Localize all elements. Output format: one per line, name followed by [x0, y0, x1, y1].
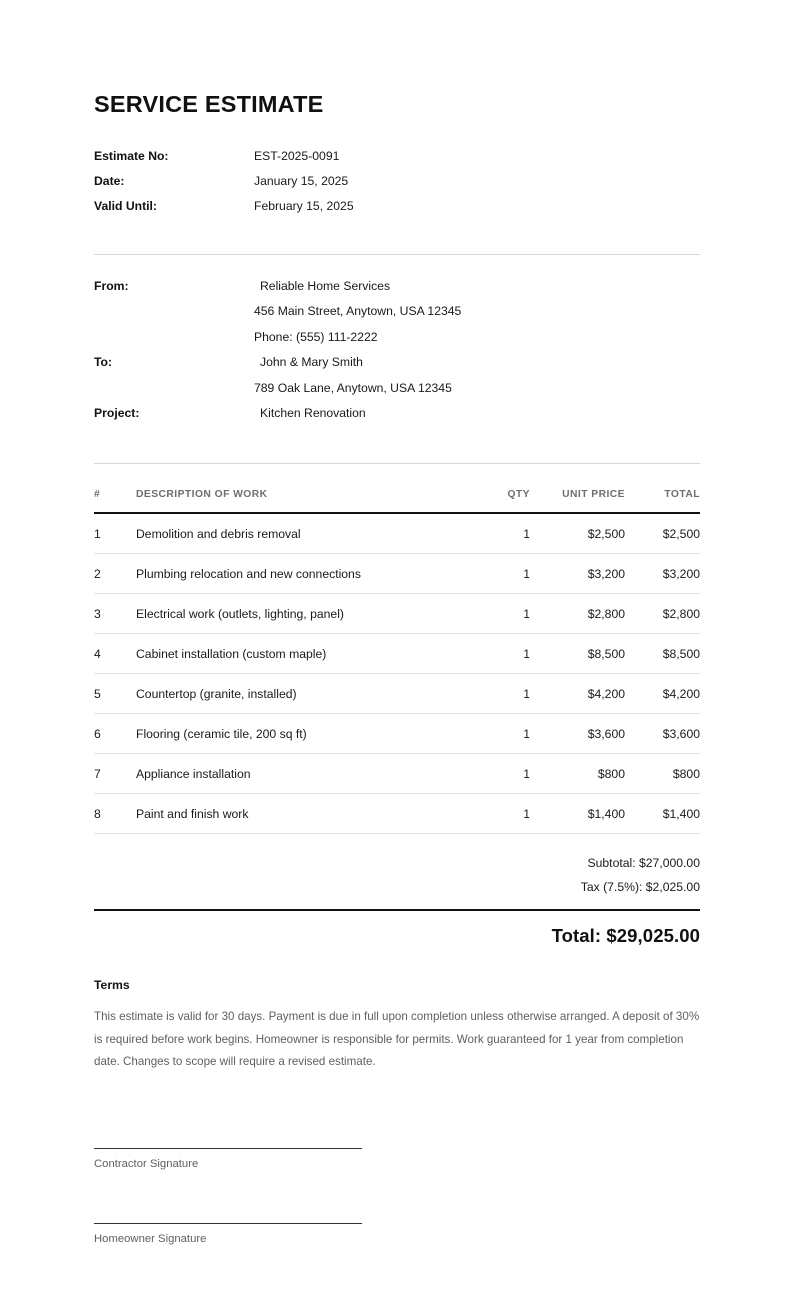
- cell-number: 8: [94, 794, 136, 834]
- signature-caption-homeowner: Homeowner Signature: [94, 1232, 207, 1245]
- cell-description: Paint and finish work: [136, 794, 452, 834]
- cell-total: $800: [625, 754, 700, 794]
- cell-description: Flooring (ceramic tile, 200 sq ft): [136, 714, 452, 754]
- signature-line-contractor[interactable]: [94, 1148, 362, 1149]
- cell-total: $1,400: [625, 794, 700, 834]
- tax-line: Tax (7.5%): $2,025.00: [580, 880, 700, 895]
- table-row: [94, 674, 700, 714]
- cell-description: Cabinet installation (custom maple): [136, 634, 452, 674]
- party-row-from-address: [94, 304, 700, 330]
- subtotal-line: Subtotal: $27,000.00: [587, 856, 700, 871]
- terms-body: This estimate is valid for 30 days. Payment is due in full upon completion unless otherwise arranged. A deposit of 30% is required before work begins. Homeowner is responsible for permits. Work guaranteed for 1 year from completion date. Changes to scope will require a revised estimate.: [94, 1010, 700, 1069]
- cell-qty: 1: [452, 554, 530, 594]
- divider-above-grand-total: [94, 909, 700, 911]
- signature-block-homeowner: [94, 1223, 700, 1245]
- cell-description: Appliance installation: [136, 754, 452, 794]
- cell-qty: 1: [452, 674, 530, 714]
- divider-above-items-table: [94, 463, 700, 464]
- party-label-to: To:: [94, 355, 113, 370]
- cell-unit-price: $2,800: [530, 594, 625, 634]
- table-row: [94, 754, 700, 794]
- column-header-number: #: [94, 489, 136, 513]
- signature-section: [94, 1148, 700, 1245]
- cell-unit-price: $3,600: [530, 714, 625, 754]
- meta-value-date: January 15, 2025: [254, 173, 349, 188]
- meta-row-date: [94, 174, 700, 199]
- cell-description: Demolition and debris removal: [136, 513, 452, 554]
- cell-qty: 1: [452, 794, 530, 834]
- items-table-body: [94, 513, 700, 834]
- items-table-header-row: [94, 489, 700, 513]
- meta-value-valid-until: February 15, 2025: [254, 198, 354, 213]
- signature-line-homeowner[interactable]: [94, 1223, 362, 1224]
- table-row: [94, 794, 700, 834]
- table-row: [94, 554, 700, 594]
- party-label-from: From:: [94, 278, 129, 293]
- table-row: [94, 714, 700, 754]
- party-row-from: [94, 279, 700, 305]
- table-row: [94, 594, 700, 634]
- cell-total: $4,200: [625, 674, 700, 714]
- estimate-meta: [94, 149, 700, 224]
- grand-total: Total: $29,025.00: [551, 925, 700, 947]
- cell-unit-price: $1,400: [530, 794, 625, 834]
- party-value-from-name: Reliable Home Services: [260, 278, 391, 293]
- cell-number: 3: [94, 594, 136, 634]
- cell-total: $3,600: [625, 714, 700, 754]
- cell-number: 7: [94, 754, 136, 794]
- column-header-description: DESCRIPTION OF WORK: [136, 489, 452, 513]
- party-value-from-address: 456 Main Street, Anytown, USA 12345: [254, 304, 462, 319]
- cell-qty: 1: [452, 714, 530, 754]
- cell-unit-price: $3,200: [530, 554, 625, 594]
- cell-description: Plumbing relocation and new connections: [136, 554, 452, 594]
- meta-value-estimate-no: EST-2025-0091: [254, 148, 340, 163]
- cell-total: $8,500: [625, 634, 700, 674]
- cell-number: 4: [94, 634, 136, 674]
- party-value-to-name: John & Mary Smith: [260, 355, 363, 370]
- terms-section: [94, 978, 700, 1074]
- meta-row-valid-until: [94, 199, 700, 224]
- party-row-project: [94, 406, 700, 432]
- items-table: [94, 489, 700, 834]
- items-table-head: [94, 489, 700, 513]
- column-header-unit-price: UNIT PRICE: [530, 489, 625, 513]
- cell-qty: 1: [452, 754, 530, 794]
- meta-label-valid-until: Valid Until:: [94, 198, 157, 213]
- cell-number: 1: [94, 513, 136, 554]
- cell-unit-price: $800: [530, 754, 625, 794]
- cell-qty: 1: [452, 594, 530, 634]
- cell-total: $3,200: [625, 554, 700, 594]
- meta-label-date: Date:: [94, 173, 125, 188]
- cell-unit-price: $4,200: [530, 674, 625, 714]
- totals-block: [94, 851, 700, 899]
- signature-caption-contractor: Contractor Signature: [94, 1157, 199, 1170]
- party-value-to-address: 789 Oak Lane, Anytown, USA 12345: [254, 380, 452, 395]
- cell-description: Electrical work (outlets, lighting, panel): [136, 594, 452, 634]
- meta-row-estimate-no: [94, 149, 700, 174]
- cell-unit-price: $2,500: [530, 513, 625, 554]
- cell-qty: 1: [452, 513, 530, 554]
- party-row-to-address: [94, 381, 700, 407]
- cell-number: 6: [94, 714, 136, 754]
- party-value-from-phone: Phone: (555) 111-2222: [254, 329, 378, 344]
- signature-block-contractor: [94, 1148, 700, 1170]
- divider-above-parties: [94, 254, 700, 255]
- parties-block: [94, 279, 700, 433]
- page-title: SERVICE ESTIMATE: [94, 91, 324, 117]
- cell-unit-price: $8,500: [530, 634, 625, 674]
- cell-number: 5: [94, 674, 136, 714]
- party-value-project: Kitchen Renovation: [260, 406, 366, 421]
- party-row-from-phone: [94, 330, 700, 356]
- cell-description: Countertop (granite, installed): [136, 674, 452, 714]
- table-row: [94, 513, 700, 554]
- terms-heading: Terms: [94, 978, 130, 993]
- party-label-project: Project:: [94, 406, 140, 421]
- cell-total: $2,800: [625, 594, 700, 634]
- party-row-to: [94, 355, 700, 381]
- cell-number: 2: [94, 554, 136, 594]
- table-row: [94, 634, 700, 674]
- cell-qty: 1: [452, 634, 530, 674]
- column-header-qty: QTY: [452, 489, 530, 513]
- cell-total: $2,500: [625, 513, 700, 554]
- meta-label-estimate-no: Estimate No:: [94, 148, 169, 163]
- column-header-total: TOTAL: [625, 489, 700, 513]
